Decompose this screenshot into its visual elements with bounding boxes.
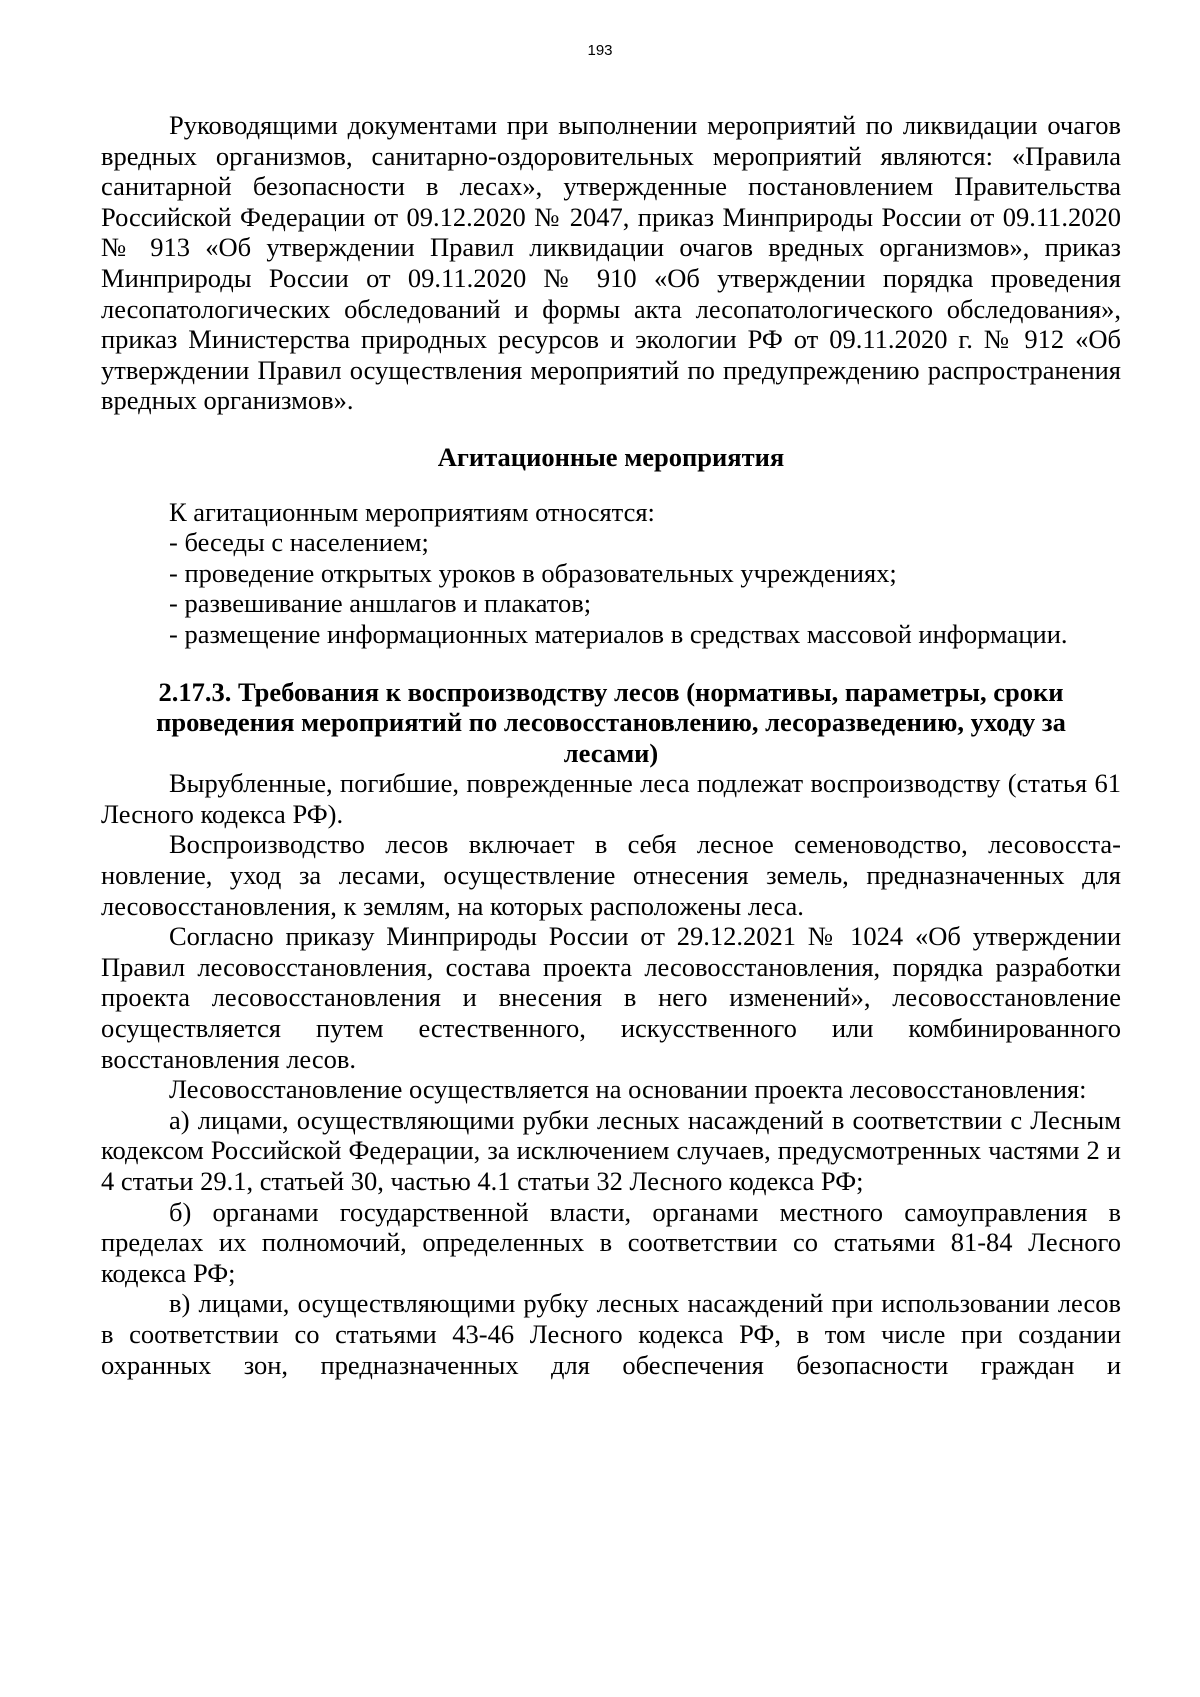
list-item: - размещение информационных материалов в средствах массовой информации. xyxy=(169,618,1068,649)
heading-section-2-17-3: 2.17.3. Требования к воспроизводству лесов (нормативы, параметры, сроки проведения мероприятий по лесовосстановлению, лесоразведению, уходу за лесами) xyxy=(156,676,1066,768)
paragraph-agitation-intro: К агитационным мероприятиям относятся: xyxy=(169,496,655,527)
paragraph-item-b: б) органами государственной власти, органами местного самоуправления в пределах их полномочий, определенных в соответствии со статьями 81-84 Лесного кодекса РФ; xyxy=(101,1196,1121,1288)
document-body xyxy=(101,110,1121,1380)
paragraph-reproduction: Вырубленные, погибшие, поврежденные леса подлежат воспроизводству (статья 61 Лесного кодекса РФ). xyxy=(101,768,1121,829)
page-number: 193 xyxy=(587,42,613,59)
list-item: - беседы с населением; xyxy=(169,527,429,558)
paragraph-item-a: а) лицами, осуществляющими рубки лесных насаждений в соответствии с Лесным кодексом Российской Федерации, за исключением случаев, предусмотренных частями 2 и 4 статьи 29.1, статьей 30, частью 4.1 статьи 32 Лесного кодекса РФ; xyxy=(101,1104,1121,1196)
paragraph-restoration-basis: Лесовосстановление осуществляется на основании проекта лесовосстановления: xyxy=(169,1074,1087,1105)
list-item: - развешивание аншлагов и плакатов; xyxy=(169,588,592,619)
paragraph-item-v: в) лицами, осуществляющими рубку лесных насаждений при использовании лесов в соответствии со статьями 43-46 Лесного кодекса РФ, в том числе при создании охранных зон, предназначенных для обеспечения безопасности граждан и xyxy=(101,1288,1121,1380)
paragraph-guiding-documents: Руководящими документами при выполнении мероприятий по ликвидации очагов вредных организмов, санитарно-оздоровительных мероприятий являются: «Правила санитарной безопасности в лесах», утвержденные постановлением Правительства Российской Федерации от 09.12.2020 № 2047, приказ Минприроды России от 09.11.2020 № 913 «Об утверждении Правил ликвидации очагов вредных организмов», приказ Минприроды России от 09.11.2020 № 910 «Об утверждении порядка проведения лесопатологических обследований и формы акта лесопатологического обследования», приказ Министерства природных ресурсов и экологии РФ от 09.11.2020 г. № 912 «Об утверждении Правил осуществления мероприятий по предупреждению распространения вредных организмов». xyxy=(101,110,1121,416)
paragraph-order-1024: Согласно приказу Минприроды России от 29.12.2021 № 1024 «Об утверждении Правил лесовосстановления, состава проекта лесовосстановления, порядка разработки проекта лесовосстановления и внесения в него изменений», лесовосстановление осуществляется путем естественного, искусственного или комбинированного восстановления лесов. xyxy=(101,921,1121,1074)
list-item: - проведение открытых уроков в образовательных учреждениях; xyxy=(169,557,897,588)
heading-agitation-measures: Агитационные мероприятия xyxy=(437,441,785,472)
paragraph-reproduction-includes: Воспроизводство лесов включает в себя лесное семеноводство, лесовосстановление, уход за лесами, осуществление отнесения земель, предназначенных для лесовосстановления, к землям, на которых расположены леса. xyxy=(101,829,1121,921)
